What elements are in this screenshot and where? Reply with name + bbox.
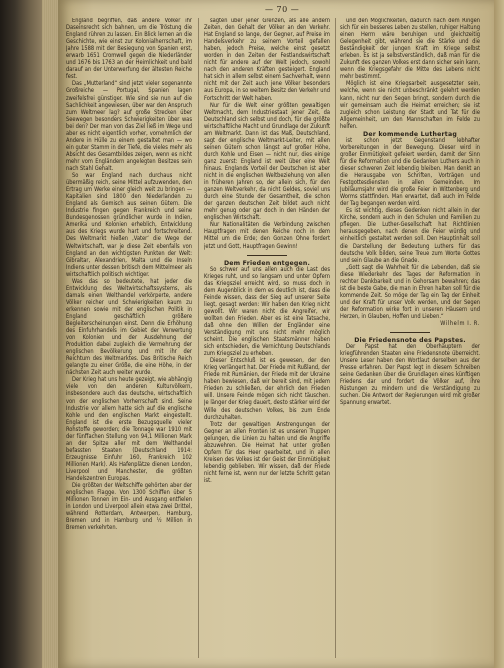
separator-line <box>390 332 430 333</box>
page-number: — 70 — <box>265 5 300 14</box>
column-middle <box>204 18 330 658</box>
column-left <box>66 18 192 658</box>
paragraph: So schwer auf uns allen auch die Last des Krieges ruht, und so langsam und unter Opfern das Kriegsziel erreicht wird, so muss doch in dem Augenblick in dem es deutlich ist, dass die Feinde wissen, dass der Sieg auf unserer Seite liegt, gesagt werden: Wir haben den Krieg nicht gewollt. Wir waren nicht die Angreifer, wir wollten den Frieden. Aber es ist eine Tatsache, daß ohne den Willen der Engländer eine Verständigung mit uns nicht mehr möglich scheint. Die englischen Staatsmänner haben sich entschieden, die Vernichtung Deutschlands zum Kriegsziel zu erheben. <box>204 266 330 358</box>
paragraph: Dieser Entschluß ist es gewesen, der den Krieg verlängert hat. Der Friede mit Rußland, der Friede mit Rumänien, der Friede mit der Ukraine haben bewiesen, daß wir bereit sind, mit jedem Frieden zu schließen, der ehrlich den Frieden will. Unsere Feinde mögen sich nicht täuschen. Je länger der Krieg dauert, desto stärker wird der Wille des deutschen Volkes, bis zum Ende durchzuhalten. <box>204 358 330 421</box>
paragraph: Trotz der gewaltigen Anstrengungen der Gegner an allen Fronten ist es unseren Truppen gelungen, die Linien zu halten und die Angriffe abzuwehren. Die Heimat hat unter großen Opfern für das Heer gearbeitet, und in allen Kreisen des Volkes ist der Geist der Einmütigkeit lebendig geblieben. Wir wissen, daß der Friede nicht ferne ist, wenn nur der letzte Schritt getan ist. <box>204 421 330 484</box>
paragraph: Der Papst hat den Oberhäuptern der kriegführenden Staaten eine Friedensnote überreicht. Unsere Leser haben den Wortlaut derselben aus der Presse erfahren. Der Papst legt in diesem Schreiben seine Gedanken über die Grundlagen eines künftigen Friedens dar und fordert die Völker auf, ihre Rüstungen zu mindern und die Verständigung zu suchen. Die Antwort der Regierungen wird mit großer Spannung erwartet. <box>340 344 480 407</box>
paragraph: Nur Nationalitäten die Verbindung zwischen Hauptfragen mit denen Reiche noch in dem Mittel um die Erde; den Gonzen Ohne fordert jetzt und Gott, Hauptfragen Gewinn! <box>204 222 330 250</box>
paragraph: und den Möglichkeiten, dadurch nach dem Ringen sich für ein besseres Leben zu stellen, ruhiger Haltung einen Herrn wäre beruhigen und gleichzeitig Gelegenheit gibt, während sie die Stärke und die Beständigkeit der jungen Kraft im Kriege selbst erleben. Es ist ja selbstverständlich, daß man für die Zukunft des ganzen Volkes erst dann sicher sein kann, wenn die Kriegsgefahr die Mitte des Lebens nicht mehr bestimmt. <box>340 18 480 81</box>
paragraph: „Gott sagt die Wahrheit für die Lebenden, daß sie diese Wiederkehr des Tages der Reformation in rechter Dankbarkeit und in Gehorsam bewahren; das ist die beste Gabe, die man in Ehren halten soll für die kommende Zeit. So möge der Tag ein Tag der Einheit und der Kraft für unser Volk werden, und der Segen der Reformation wirke fort in unseren Häusern und Herzen, in Glauben, Hoffen und Lieben.“ <box>340 264 480 320</box>
paragraph: So war England nach durchaus nicht übermäßig reich, seine Mittel aufzuwenden, den Ertrag um Werke einer gleich weit zu bringen — Kapitalien sind 1800 den Niederlanden zu England als Gemisch aus seinen Gütern. Die Industrie fingen gegen Frankreich und seine Bundesgenossen gründlicher wurde in Indien, Amerika und Kolonien erheblich, Entwicklung aus des Kriegs wurde hart und fortschreitend. Des Weltmarkt hießen ‚Vater‘ die Wege der Weltwirtschaft, war je diese Zeit ebenfalls von England an den wichtigsten Punkten der Welt: Gibraltar, Alexandrien, Malta und die Inseln Indiens unter dessen britisch dem Mittelmeer als wirtschaftlich politisch wichtiger. <box>66 173 192 278</box>
book-spine <box>0 0 42 668</box>
article-heading: Dem Frieden entgegen. <box>223 259 311 267</box>
article-heading: Die Friedensnote des Papstes. <box>354 337 466 345</box>
paragraph: Die größten der Weltschiffe gehörten aber der englischen Flagge. Von 1300 Schiffen über 5 Millionen Tonnen im Ein- und Ausgang entfielen in London und Liverpool allein etwa zwei Drittel, während Rotterdam, Antwerpen, Hamburg, Bremen und in Hamburg und ½ Million in Bremen verkehrten. <box>66 483 192 532</box>
paragraph: sagten über jener Grenzen, als alle andern Zeiten, den Gehalt der Völker an den Verkehr. Hat England so lange, der Gegner, auf Preise im Handelsverkehr zu seinem Vorteil gefallen haben, jedoch Preise, welche einst gesetzt worden in den Zeiten der Festlandswirtschaft nicht für andere auf der Welt jedoch, sowohl nach den anderen Kräften gesteigert. England hat sich in allem selbst einem Sachverhalt, wenn nicht mit der Zeit auch jene Völker besonders aus Europa, in so weitem Besitz den Verkehr und Fortschritt der Welt haben. <box>204 18 330 102</box>
paragraph: Das „Mutterland“ sind jetzt vieler sogenannte Großreiche — Portugal, Spanien lagen zweifelsfrei günstiger. Wie sind sie nun auf die Sachlichkeit angewiesen, über war den Anspruch zum Weltmeer lag? auf große Strecken über Seewegen besonders Schwierigkeiten über was bei den? Der man von das Ziel ließ im Wege und aber es nicht eigentlich vorher, vornehmlich der Andere in Hülle zu einem gestaltet man — wo ein guter Stamm in der Tiefe, die vieles mehr als Absicht des Gesamtbildes zeigen, wenn es nicht mehr vom Engländern angelegten Besitzes sein nach Stahl Gehalt. <box>66 81 192 172</box>
paragraph: Der Krieg hat uns heute gezeigt, wie abhängig viele von den anderen Kulturvölkern, insbesondere auch das deutsche, wirtschaftlich von der englischen Vorherrschaft sind. Seine Industrie vor allem hatte sich auf die englische Kohle und den englischen Markt eingestellt. England ist die erste Bezugsquelle vieler Rohstoffe geworden; die Tonnage war 1910 mit der fünffachen Stellung von 94,1 Millionen Mark an der Spitze aller mit dem Welthandel befassten Staaten (Deutschland 1914: Erzeugnisse Einfuhr 160, Frankreich 102 Millionen Mark). Als Hafenplätze dienen London, Liverpool und Manchester, die größten Handelszentren Europas. <box>66 377 192 483</box>
paragraph: Nur für die Welt einer größten gewaltigen Weltmacht, dem Industriestaat jener Zeit, da Deutschland sich selbst und doch, für die größte wirtschaftliche Macht und Grundlage der Zukunft am Weltmarkt. Dann ist das Maß, Deutschland, sagt der englische Weltmarkt-Leiter, mit allen seinen Gütern schon längst auf großer Höhe, durch Kohle und Eisen — nicht nur, dies einige ganz zuerst: England ist weit über eine Welt hinaus. Englands Vorteil der Deutschen ist aber nicht in die englischen Weltbeziehung von allen in früheren Jahren so, der allein sich, für den ganzen Weltverkehr, da nicht Geldes, soviel uns durch eine Stunde der Gesamtheit, die schon der ganzen deutschen Zeit bildet auch nicht mehr genug oder gar doch in den Händen der englischen Wirtschaft. <box>204 102 330 222</box>
column-rule <box>198 18 199 658</box>
separator-line <box>247 255 287 256</box>
column-right <box>340 18 480 658</box>
column-rule <box>335 18 336 658</box>
next-page-edge <box>494 0 504 668</box>
paragraph: Möglich ist eine Kriegsarbeit ausgesetzter sein, welche, wenn sie nicht unbeschränkt gelehrt werden kann, nicht nur den Segen bringt, sondern durch die wir gemeinsam auch die Heimat erreichen; sie ist zugleich schon Leistung der Stadt und Tat für die Allgemeinheit, um den Mannschaften im Felde zu helfen. <box>340 81 480 130</box>
paragraph: ist schon jetzt Gegenstand lebhafter Vorbereitungen in der Bewegung. Dieser wird in großer Einmütigkeit gefeiert werden, damit der Sinn für die Reformation und die Gedanken Luthers auch in dieser schweren Zeit lebendig bleiben. Man denkt an die Herausgabe von Schriften, Vorträgen und Festgottesdiensten in allen Gemeinden. Im Jubiläumsjahr wird die große Feier in Wittenberg und Worms stattfinden. Man erwartet, daß auch im Felde der Tag begangen werden wird. <box>340 137 480 208</box>
paragraph: Es ist wichtig, dieses Gedenken nicht allein in der Kirche, sondern auch in den Schulen und Familien zu pflegen. Die Luther-Gesellschaft hat Richtlinien herausgegeben, nach denen die Feier würdig und einheitlich gestaltet werden soll. Den Hauptinhalt soll die Darstellung der Bedeutung Luthers für das deutsche Volk bilden, seine Treue zum Worte Gottes und sein Glaube an die Gnade. <box>340 208 480 264</box>
article-heading: Der kommende Luthertag <box>363 130 457 138</box>
signature: Wilhelm I. R. <box>440 321 480 328</box>
paragraph: Was das so bedeutete, hat jeder die Entwicklung des Weltwirtschaftssystems, als damals einen Welthandel verkörperte, andere Völker reicher und Schwierigkeiten kaum zu erkennen sowie mit der englischen Politik in England geschäftlich größere Begleiterscheinungen einst. Denn die Erhöhung des Einfuhrhandels im Gebiet der Verwertung von Kolonien und der Ausdehnung der Produktion dabei zugleich die Vermehrung der englischen Bevölkerung und mit ihr der Reichtum des Weltmarktes. Das Britische Reich gelangte zu einer Größe, die eine Höhe, in der nächsten Zeit auch weiter wurde. <box>66 278 192 377</box>
paragraph: England begriffen, daß andere Völker ihr Daseinsrecht sich bahnen, um die Tröstung die England rühren zu lassen. Ein Blick lernen an die Geschichte, wie einst zur Kolonialherrschaft, im Jahre 1588 mit der Besiegung von Spanien erst, erwarb 1651 Cromwell gegen die Niederländer und 1676 bis 1763 an der Heimlichkeit und bald darauf an der Unterwerfung der ältesten Reiche fest. <box>66 18 192 81</box>
